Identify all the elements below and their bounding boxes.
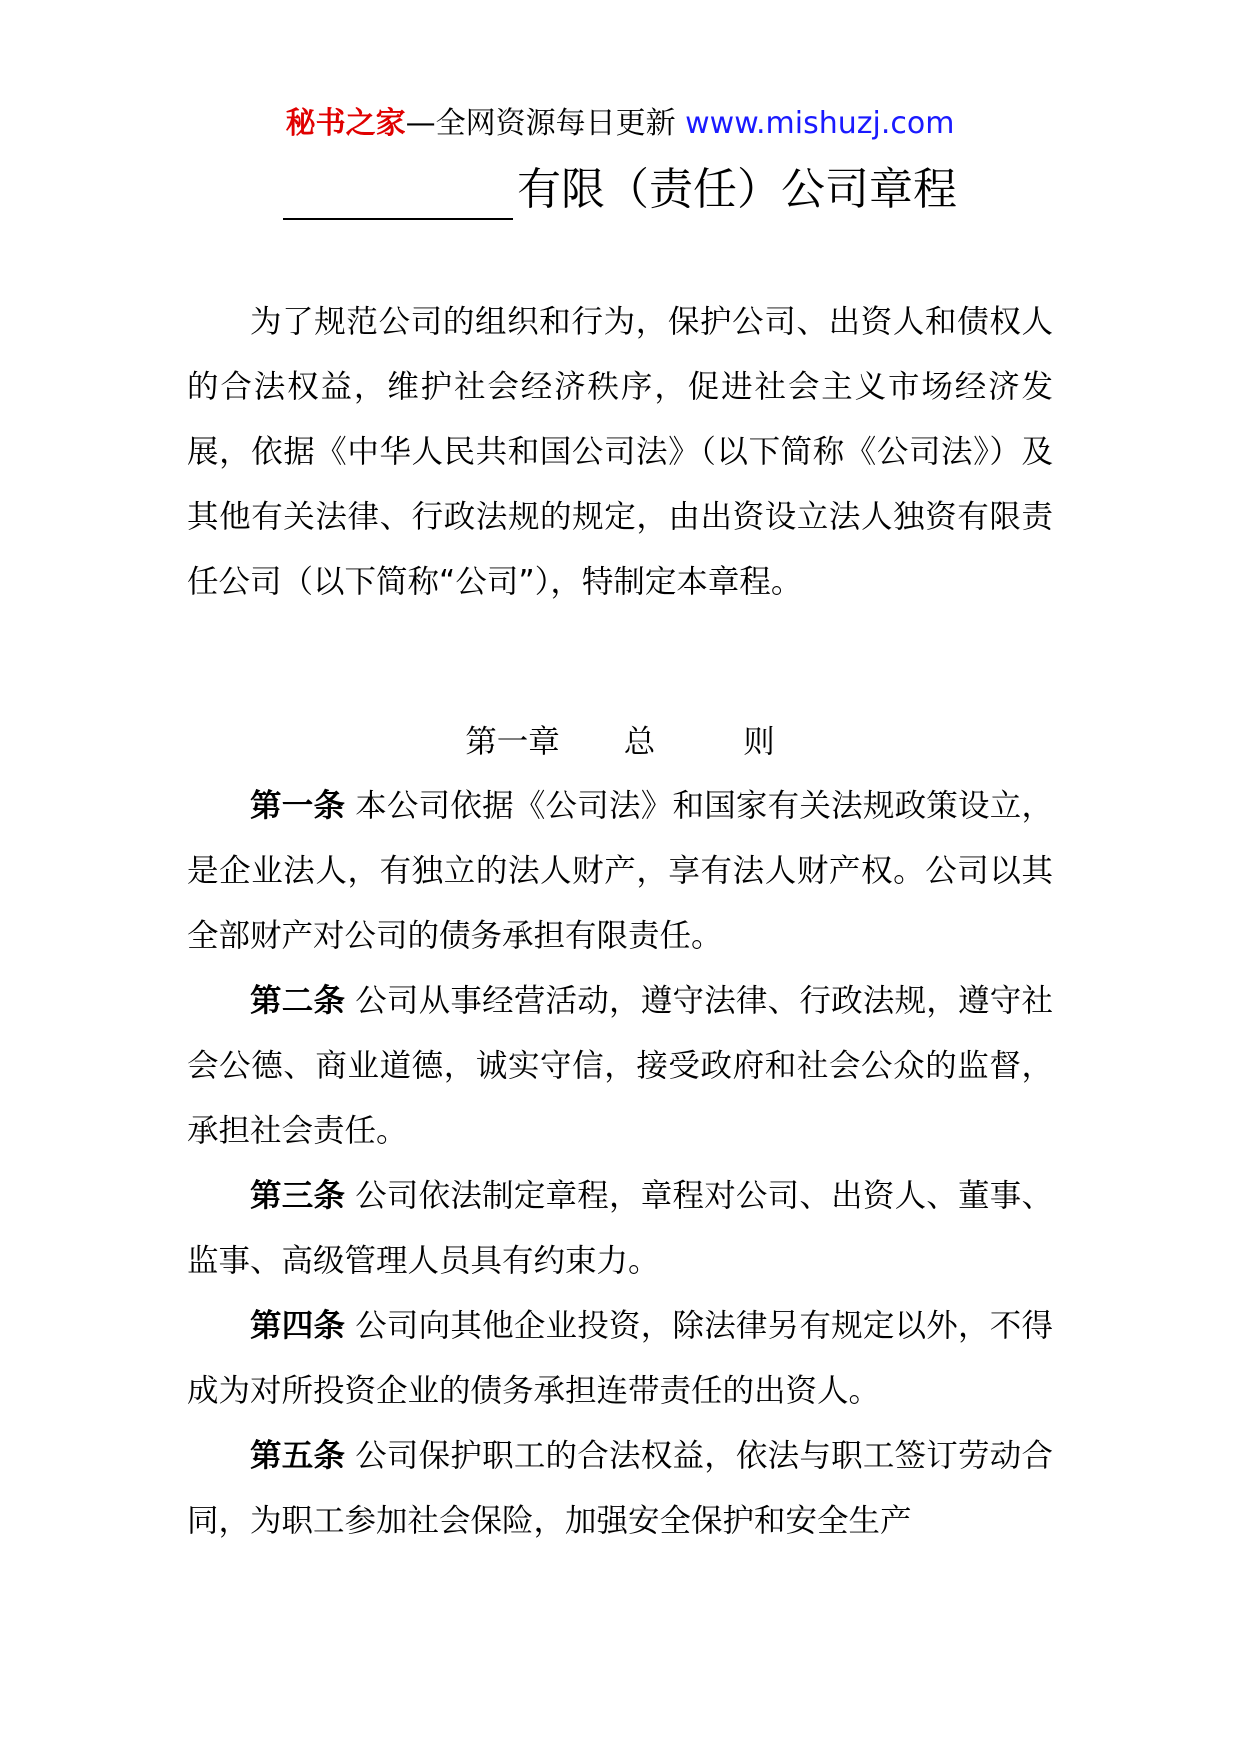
article-3-label: 第三条 bbox=[250, 1178, 346, 1214]
article-5-text: 公司保护职工的合法权益，依法与职工签订劳动合同，为职工参加社会保险，加强安全保护和安全生产 bbox=[187, 1438, 1053, 1539]
watermark-brand: 秘书之家 bbox=[285, 106, 406, 141]
article-4-label: 第四条 bbox=[250, 1308, 346, 1344]
article-5-label: 第五条 bbox=[250, 1438, 346, 1474]
document-title-text: 有限（责任）公司章程 bbox=[517, 164, 957, 215]
article-4-text: 公司向其他企业投资，除法律另有规定以外，不得成为对所投资企业的债务承担连带责任的出资人。 bbox=[187, 1308, 1053, 1409]
article-2 bbox=[187, 969, 1053, 1164]
document-title bbox=[0, 160, 1240, 220]
chapter-name-char-2: 则 bbox=[743, 724, 775, 760]
chapter-name-char-1: 总 bbox=[623, 724, 656, 760]
preamble-paragraph: 为了规范公司的组织和行为，保护公司、出资人和债权人的合法权益，维护社会经济秩序，促进社会主义市场经济发展，依据《中华人民共和国公司法》（以下简称《公司法》）及其他有关法律、行政法规的规定，由出资设立法人独资有限责任公司（以下简称“公司”），特制定本章程。 bbox=[187, 304, 1053, 600]
article-5 bbox=[187, 1424, 1053, 1554]
article-1-label: 第一条 bbox=[250, 788, 346, 824]
article-2-text: 公司从事经营活动，遵守法律、行政法规，遵守社会公德、商业道德，诚实守信，接受政府和社会公众的监督，承担社会责任。 bbox=[187, 983, 1053, 1149]
article-3-text: 公司依法制定章程，章程对公司、出资人、董事、监事、高级管理人员具有约束力。 bbox=[187, 1178, 1053, 1279]
watermark-header bbox=[0, 104, 1240, 144]
chapter-number: 第一章 bbox=[465, 724, 560, 760]
watermark-url[interactable]: www.mishuzj.com bbox=[685, 106, 955, 141]
watermark-tagline: —全网资源每日更新 bbox=[405, 106, 676, 141]
article-1-text: 本公司依据《公司法》和国家有关法规政策设立，是企业法人，有独立的法人财产，享有法人财产权。公司以其全部财产对公司的债务承担有限责任。 bbox=[187, 788, 1053, 954]
article-1 bbox=[187, 774, 1053, 969]
company-name-blank bbox=[283, 168, 513, 220]
article-3 bbox=[187, 1164, 1053, 1294]
article-2-label: 第二条 bbox=[250, 983, 346, 1019]
chapter-heading bbox=[0, 712, 1240, 772]
preamble bbox=[187, 290, 1053, 615]
article-list bbox=[187, 774, 1053, 1554]
article-4 bbox=[187, 1294, 1053, 1424]
